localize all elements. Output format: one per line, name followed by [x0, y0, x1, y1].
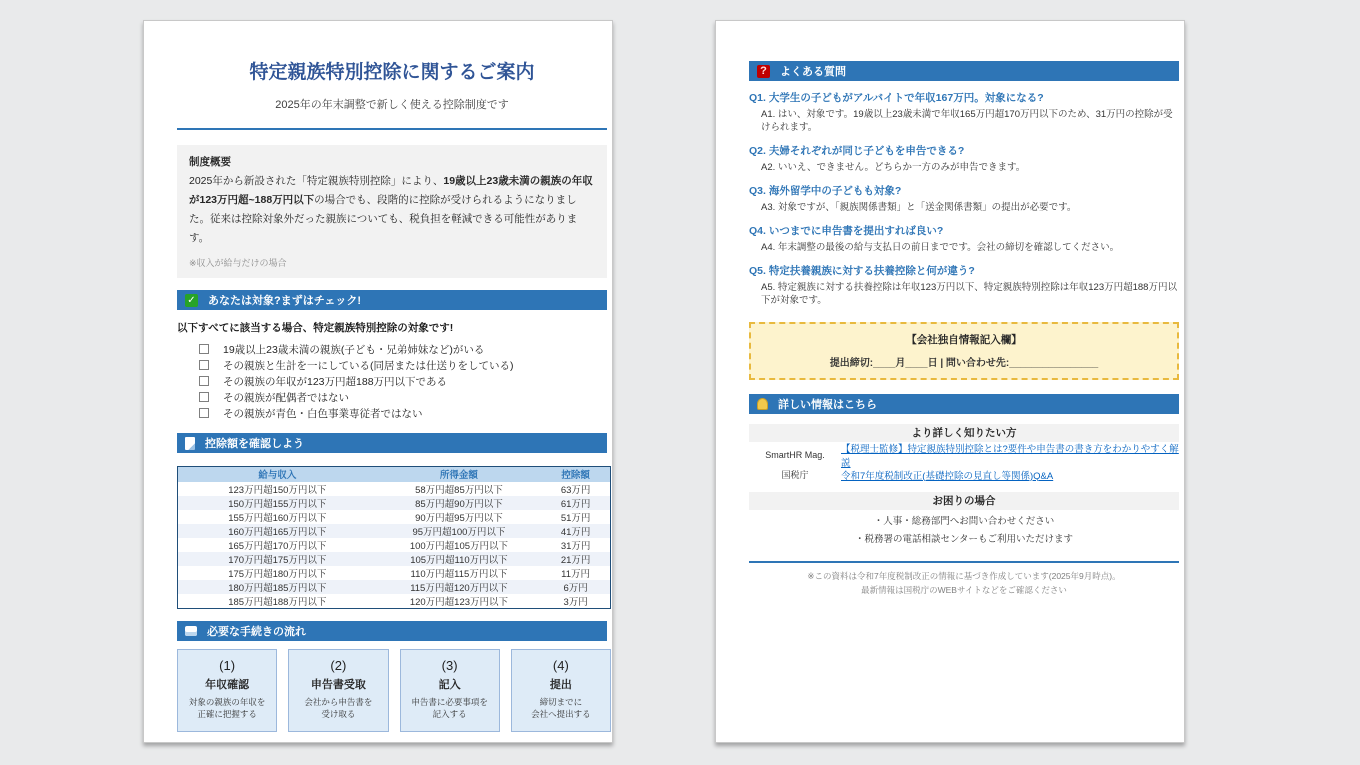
check-icon: ✓	[185, 294, 198, 307]
page-2	[715, 20, 1185, 743]
table-cell: 61万円	[541, 496, 610, 510]
overview-note: ※収入が給与だけの場合	[189, 258, 287, 268]
table-cell: 115万円超120万円以下	[377, 580, 542, 594]
header-divider	[177, 128, 607, 130]
table-cell: 110万円超115万円以下	[410, 568, 508, 580]
table-row	[178, 496, 611, 510]
faq-answer: A3. 対象ですが、「親族関係書類」と「送金関係書類」の提出が必要です。	[761, 202, 1077, 213]
flow-steps	[177, 649, 611, 732]
table-cell: 120万円超123万円以下	[409, 596, 509, 608]
table-row	[178, 538, 611, 552]
table-cell: 95万円超100万円以下	[377, 524, 542, 538]
table-cell: 51万円	[560, 512, 591, 524]
checklist-item	[199, 341, 607, 357]
step-desc: 申告書に必要事項を 記入する	[411, 696, 488, 719]
table-cell: 21万円	[541, 552, 610, 566]
faq-item	[749, 144, 1179, 174]
checklist-item-label: その親族が配偶者ではない	[223, 391, 349, 404]
faq-item	[749, 264, 1179, 307]
company-info-title: 【会社独自情報記入欄】	[906, 334, 1022, 346]
table-cell: 58万円超85万円以下	[415, 484, 503, 496]
question-icon: ?	[757, 65, 770, 78]
overview-body	[189, 172, 595, 248]
faq-answer: A2. いいえ、できません。どちらか一方のみが申告できます。	[761, 162, 1026, 173]
faq-question: Q5. 特定扶養親族に対する扶養控除と何が違う?	[749, 265, 975, 277]
table-cell: 41万円	[541, 524, 610, 538]
checklist-item	[199, 357, 607, 373]
table-row	[178, 482, 611, 496]
document-icon	[185, 437, 195, 450]
help-item: ・税務署の電話相談センターもご利用いただけます	[854, 534, 1074, 545]
table-header-cell: 控除額	[541, 467, 610, 482]
step-number: (2)	[330, 657, 347, 673]
table-cell: 123万円超150万円以下	[228, 484, 327, 496]
checklist-item	[199, 389, 607, 405]
table-cell: 11万円	[561, 568, 591, 580]
step-number: (1)	[219, 657, 236, 673]
checkbox[interactable]	[199, 408, 209, 418]
info-section-title: 詳しい情報はこちら	[778, 399, 877, 411]
link-source: SmartHR Mag.	[765, 449, 825, 460]
checklist-item-label: その親族の年収が123万円超188万円以下である	[223, 375, 448, 388]
step-title: 年収確認	[205, 678, 250, 691]
checklist-item-label: 19歳以上23歳未満の親族(子ども・兄弟姉妹など)がいる	[223, 343, 485, 356]
footer-note: 最新情報は国税庁のWEBサイトなどをご確認ください	[861, 585, 1067, 595]
footer-note: ※この資料は令和7年度税制改正の情報に基づき作成しています(2025年9月時点)。	[807, 571, 1121, 581]
faq-answer: A5. 特定親族に対する扶養控除は年収123万円以下、特定親族特別控除は年収123万円超188万円以下が対象です。	[761, 282, 1177, 306]
info-section-header	[749, 394, 1179, 414]
doc-header	[177, 61, 607, 113]
step-number: (3)	[441, 657, 458, 673]
checklist-item-label: その親族が青色・白色事業専従者ではない	[223, 407, 423, 420]
table-cell: 165万円超170万円以下	[228, 540, 327, 552]
flow-step-card	[177, 649, 277, 732]
faq-item	[749, 224, 1179, 254]
faq-item	[749, 91, 1179, 134]
link-row	[749, 467, 1179, 482]
table-row	[178, 566, 611, 580]
external-link-smarthr[interactable]: 【税理士監修】特定親族特別控除とは?要件や申告書の書き方をわかりやすく解説	[841, 443, 1179, 469]
step-title: 記入	[438, 678, 461, 691]
flow-step-card	[511, 649, 611, 732]
table-cell: 105万円超110万円以下	[377, 552, 542, 566]
table-section-title: 控除額を確認しよう	[205, 438, 304, 450]
table-cell: 31万円	[560, 540, 591, 552]
link-source: 国税庁	[781, 470, 809, 480]
table-header-cell: 所得金額	[377, 467, 542, 482]
table-cell: 90万円超95万円以下	[415, 512, 503, 524]
overview-heading: 制度概要	[189, 156, 231, 168]
deduction-table	[177, 466, 611, 609]
checkbox[interactable]	[199, 344, 209, 354]
faq-question: Q1. 大学生の子どもがアルバイトで年収167万円。対象になる?	[749, 92, 1044, 104]
faq-answer: A1. はい、対象です。19歳以上23歳未満で年収165万円超170万円以下のため、31万円の控除が受けられます。	[761, 109, 1173, 133]
table-cell: 180万円超185万円以下	[178, 580, 377, 594]
flow-section-header	[177, 621, 607, 641]
check-section-title: あなたは対象?まずはチェック!	[208, 295, 362, 307]
flow-step-card	[288, 649, 388, 732]
table-cell: 63万円	[560, 484, 591, 496]
help-band: お困りの場合	[749, 492, 1179, 510]
checkbox[interactable]	[199, 392, 209, 402]
checklist-item-label: その親族と生計を一にしている(同居または仕送りをしている)	[223, 359, 514, 372]
faq-question: Q3. 海外留学中の子どもも対象?	[749, 185, 902, 197]
company-info-box	[749, 322, 1179, 380]
footer-divider	[749, 561, 1179, 563]
table-header-row	[178, 467, 611, 482]
table-cell: 85万円超90万円以下	[377, 496, 542, 510]
overview-body-pre: 2025年から新設された「特定親族特別控除」により、	[189, 175, 444, 187]
doc-subtitle: 2025年の年末調整で新しく使える控除制度です	[275, 99, 509, 111]
doc-title: 特定親族特別控除に関するご案内	[249, 62, 535, 83]
faq-question: Q4. いつまでに申告書を提出すれば良い?	[749, 225, 944, 237]
table-cell: 3万円	[563, 596, 588, 608]
table-cell: 170万円超175万円以下	[178, 552, 377, 566]
step-number: (4)	[552, 657, 569, 673]
checkbox[interactable]	[199, 360, 209, 370]
step-title: 申告書受取	[310, 678, 366, 691]
step-title: 提出	[549, 678, 572, 691]
step-desc: 会社から申告書を 受け取る	[304, 696, 373, 719]
more-info-band: より詳しく知りたい方	[749, 424, 1179, 442]
table-cell: 100万円超105万円以下	[409, 540, 509, 552]
overview-body-bold: 19歳以上23歳未満の親族の年収が123万円超~188万円以下	[189, 175, 593, 206]
company-info-fields[interactable]: 提出締切:____月____日 | 問い合わせ先:________________	[829, 358, 1099, 369]
table-row	[178, 594, 611, 609]
table-row	[178, 510, 611, 524]
link-row	[749, 443, 1179, 469]
external-link-nta[interactable]: 令和7年度税制改正(基礎控除の見直し等関係)Q&A	[841, 470, 1054, 482]
faq-answer: A4. 年末調整の最後の給与支払日の前日までです。会社の締切を確認してください。	[761, 242, 1120, 253]
help-item: ・人事・総務部門へお問い合わせください	[873, 516, 1055, 527]
table-section-header	[177, 433, 607, 453]
step-desc: 対象の親族の年収を 正確に把握する	[188, 696, 266, 719]
page-1	[143, 20, 613, 743]
checklist-item	[199, 405, 607, 421]
table-header-cell: 給与収入	[178, 467, 377, 482]
table-cell: 185万円超188万円以下	[228, 596, 327, 608]
checklist-item	[199, 373, 607, 389]
table-row	[178, 580, 611, 594]
checklist-intro: 以下すべてに該当する場合、特定親族特別控除の対象です!	[177, 322, 454, 334]
faq-question: Q2. 夫婦それぞれが同じ子どもを申告できる?	[749, 145, 965, 157]
faq-section-header	[749, 61, 1179, 81]
faq-section-title: よくある質問	[780, 66, 846, 78]
checklist	[177, 341, 607, 421]
table-cell: 150万円超155万円以下	[178, 496, 377, 510]
table-row	[178, 552, 611, 566]
check-section-header	[177, 290, 607, 310]
table-cell: 160万円超165万円以下	[178, 524, 377, 538]
table-cell: 6万円	[541, 580, 610, 594]
person-icon	[757, 398, 768, 410]
flow-section-title: 必要な手続きの流れ	[207, 625, 306, 638]
overview-body-post: の場合でも、段階的に控除が受けられるようになりました。従来は控除対象外だった親族についても、税負担を軽減できる可能性があります。	[189, 194, 578, 244]
table-row	[178, 524, 611, 538]
checkbox[interactable]	[199, 376, 209, 386]
overview-box	[177, 145, 607, 278]
clipboard-icon	[185, 626, 197, 636]
table-cell: 155万円超160万円以下	[228, 512, 327, 524]
flow-step-card	[400, 649, 500, 732]
step-desc: 締切までに 会社へ提出する	[531, 696, 591, 719]
table-cell: 175万円超180万円以下	[228, 568, 327, 580]
faq-item	[749, 184, 1179, 214]
